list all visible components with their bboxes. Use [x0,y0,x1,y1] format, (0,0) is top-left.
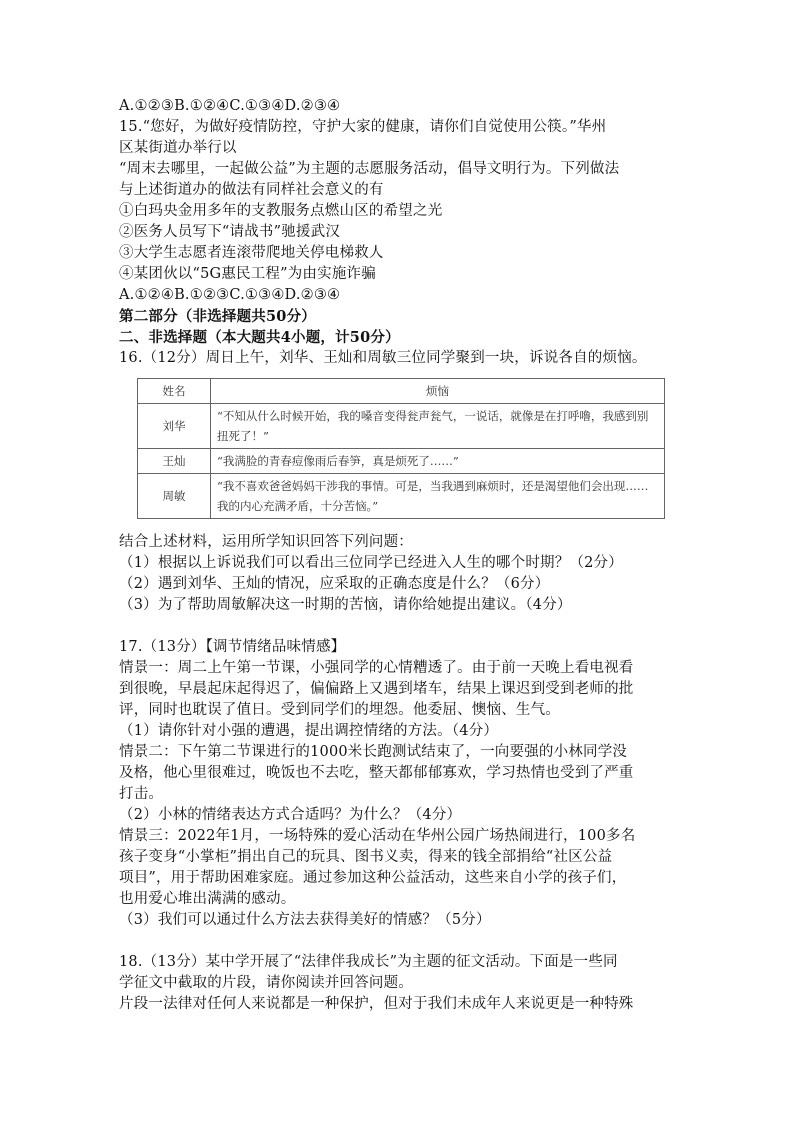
table-cell-text: “我不喜欢爸爸妈妈干涉我的事情。可是，当我遇到麻烦时，还是渴望他们会出现……我的内心充满矛盾，十分苦恼。” [211,474,665,519]
text-line: A.①②③B.①②④C.①③④D.②③④ [119,98,341,114]
text-line: 评，同时也耽误了值日。受到同学们的埋怨。他委屈、懊恼、生气。 [119,702,560,718]
text-line: 情景三：2022年1月，一场特殊的爱心活动在华州公园广场热闹进行，100多名 [119,828,636,844]
table-header-cell: 烦恼 [211,379,665,404]
text-line: （1）请你针对小强的遭遇，提出调控情绪的方法。（4分） [119,723,499,739]
text-line: 也用爱心堆出满满的感动。 [119,891,296,907]
table-cell-name: 周敏 [138,474,211,519]
question-stem: 18.（13分）某中学开展了“法律伴我成长”为主题的征文活动。下面是一些同 [119,954,618,970]
text-line: 及格，他心里很难过，晚饭也不去吃，整天都郁郁寡欢，学习热情也受到了严重 [119,765,634,781]
text-line: ③大学生志愿者连滚带爬地关停电梯救人 [119,245,384,261]
text-line: 到很晚，早晨起床起得迟了，偏偏路上又遇到堵车，结果上课迟到受到老师的批 [119,681,634,697]
section-title: 二、非选择题（本大题共4小题，计50分） [119,329,400,346]
table-cell-name: 王灿 [138,449,211,474]
text-line: 打击。 [119,786,164,802]
text-line: 15.“您好，为做好疫情防控，守护大家的健康，请你们自觉使用公筷。”华州 [119,119,607,135]
text-line: 片段一法律对任何人来说都是一种保护，但对于我们未成年人来说更是一种特殊 [119,996,634,1012]
text-line: “周末去哪里，一起做公益”为主题的志愿服务活动，倡导文明行为。下列做法 [119,161,620,177]
question-stem: 17.（13分）【调节情绪品味情感】 [119,639,346,655]
table-cell-name: 刘华 [138,404,211,449]
text-line: 区某街道办举行以 [119,140,237,156]
text-line: （2）小林的情绪表达方式合适吗？为什么？（4分） [119,807,462,823]
exam-page [119,96,679,1015]
text-line: ④某团伙以“5G惠民工程”为由实施诈骗 [119,266,376,282]
part-title: 第二部分（非选择题共50分） [119,308,316,325]
table-header-cell: 姓名 [138,379,211,404]
text-line: 项目”，用于帮助困难家庭。通过参加这种公益活动，这些来自小学的孩子们， [119,870,627,886]
table-cell-text: “不知从什么时候开始，我的嗓音变得瓮声瓮气，一说话，就像是在打呼噜，我感到别扭死了！” [211,404,665,449]
text-line: 结合上述材料，运用所学知识回答下列问题： [119,534,413,550]
text-line: （3）我们可以通过什么方法去获得美好的情感？（5分） [119,912,491,928]
question-stem: 16.（12分）周日上午，刘华、王灿和周敏三位同学聚到一块，诉说各自的烦恼。 [119,350,647,366]
table-row [138,404,665,449]
text-line: 情景二：下午第二节课进行的1000米长跑测试结束了，一向要强的小林同学没 [119,744,628,760]
question-17-block [119,637,679,931]
text-line: 孩子变身“小掌柜”捐出自己的玩具、图书义卖，得来的钱全部捐给“社区公益 [119,849,613,865]
trouble-table [137,378,665,519]
table-cell-text: “我满脸的青春痘像雨后春笋，真是烦死了……” [211,449,665,474]
text-line: ①白玛央金用多年的支教服务点燃山区的希望之光 [119,203,443,219]
table-row [138,449,665,474]
question-15-block [119,96,679,306]
text-line: A.①②④B.①②③C.①③④D.②③④ [119,287,341,303]
question-16-block [119,348,679,616]
text-line: 与上述街道办的做法有同样社会意义的有 [119,182,384,198]
table-row [138,474,665,519]
spacer [119,931,679,952]
question-18-block [119,952,679,1015]
text-line: （3）为了帮助周敏解决这一时期的苦恼，请你给她提出建议。（4分） [119,597,572,613]
text-line: ②医务人员写下“请战书”驰援武汉 [119,224,341,240]
text-line: 情景一：周二上午第一节课，小强同学的心情糟透了。由于前一天晚上看电视看 [119,660,634,676]
text-line: （2）遇到刘华、王灿的情况，应采取的正确态度是什么？（6分） [119,576,550,592]
table-header-row [138,379,665,404]
text-line: （1）根据以上诉说我们可以看出三位同学已经进入人生的哪个时期？（2分） [119,555,623,571]
spacer [119,616,679,637]
text-line: 学征文中截取的片段，请你阅读并回答问题。 [119,975,413,991]
